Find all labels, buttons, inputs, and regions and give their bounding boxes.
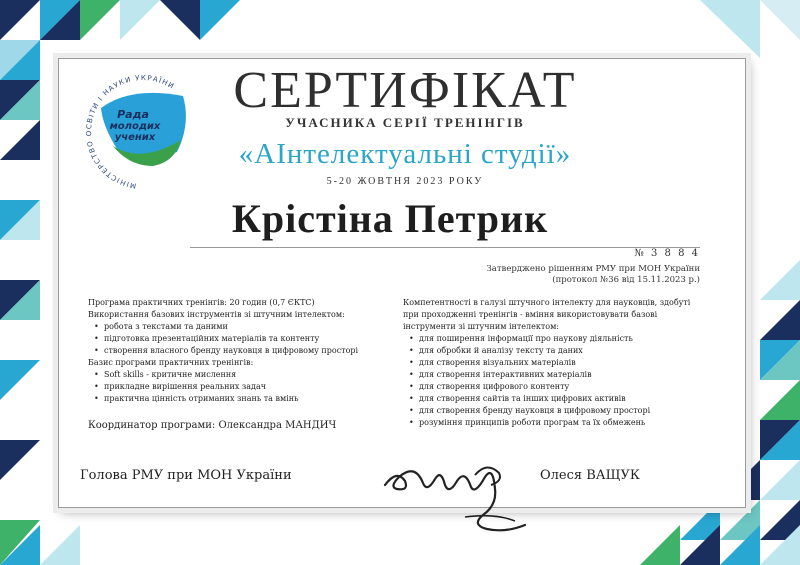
program-column bbox=[88, 297, 388, 405]
competencies-column bbox=[403, 297, 708, 429]
logo-text-line2: молодих bbox=[109, 121, 161, 132]
approval-line-2: (протокол №36 від 15.11.2023 р.) bbox=[552, 275, 700, 285]
basic-tools-heading: Використання базових інструментів зі штучним інтелектом: bbox=[88, 310, 345, 319]
list-item: • підготовка презентаційних матеріалів та контенту bbox=[104, 333, 388, 345]
list-item: • для створення інтерактивних матеріалів bbox=[419, 369, 708, 381]
list-item: • для створення візуальних матеріалів bbox=[419, 357, 708, 369]
program-hours: Програма практичних тренінгів: 20 годин (0,7 ЄКТС) bbox=[88, 298, 315, 307]
signer-name: Олеся ВАЩУК bbox=[540, 468, 640, 483]
approval-line-1: Затверджено рішенням РМУ при МОН України bbox=[486, 264, 700, 274]
list-item: • для обробки й аналізу тексту та даних bbox=[419, 345, 708, 357]
approval-note bbox=[400, 264, 700, 286]
certificate-number: № 3 8 8 4 bbox=[634, 248, 700, 259]
list-item: • для створення бренду науковця в цифровому просторі bbox=[419, 405, 708, 417]
young-scientists-council-logo bbox=[73, 66, 213, 196]
logo-text-line1: Рада bbox=[117, 108, 149, 121]
list-item: • практична цінність отриманих знань та вмінь bbox=[104, 393, 388, 405]
list-item: • розуміння принципів роботи програм та їх обмежень bbox=[419, 417, 708, 429]
program-coordinator: Координатор програми: Олександра МАНДИЧ bbox=[88, 420, 337, 431]
signature-image bbox=[375, 455, 540, 540]
program-basis-heading: Базис програми практичних тренінгів: bbox=[88, 358, 254, 367]
training-dates: 5-20 ЖОВТНЯ 2023 РОКУ bbox=[326, 176, 484, 187]
list-item: • для створення цифрового контенту bbox=[419, 381, 708, 393]
competencies-intro: Компетентності в галузі штучного інтелекту для науковців, здобуті при проходженні тренінгів - вміння використовувати базові інструменти зі штучним інтелектом: bbox=[403, 298, 691, 331]
list-item: • робота з текстами та даними bbox=[104, 321, 388, 333]
list-item: • прикладне вирішення реальних задач bbox=[104, 381, 388, 393]
certificate-title: СЕРТИФІКАТ bbox=[233, 62, 577, 119]
list-item: • створення власного бренду науковця в цифровому просторі bbox=[104, 345, 388, 357]
logo-text-line3: учених bbox=[114, 132, 156, 143]
list-item: • Soft skills - критичне мислення bbox=[104, 369, 388, 381]
series-name: «АІнтелектуальні студії» bbox=[238, 138, 572, 170]
head-title: Голова РМУ при МОН України bbox=[80, 468, 292, 483]
logo-ring-text: МІНІСТЕРСТВО ОСВІТИ І НАУКИ УКРАЇНИ bbox=[85, 73, 176, 190]
certificate-subtitle: УЧАСНИКА СЕРІЇ ТРЕНІНГІВ bbox=[285, 115, 525, 130]
list-item: • для поширення інформації про наукову діяльність bbox=[419, 333, 708, 345]
list-item: • для створення сайтів та інших цифрових активів bbox=[419, 393, 708, 405]
recipient-name: Крістіна Петрик bbox=[231, 196, 549, 241]
